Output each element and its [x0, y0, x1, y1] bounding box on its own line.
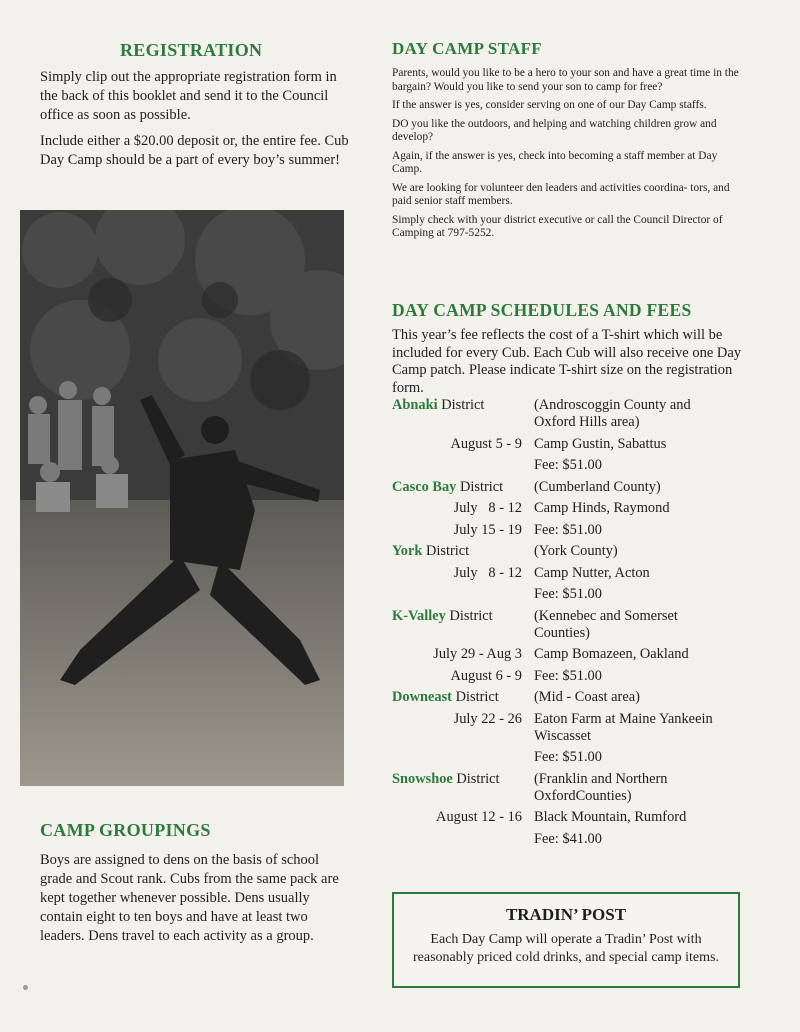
schedule-info: Fee: $51.00	[534, 667, 602, 684]
day-camp-staff-text	[392, 67, 747, 246]
district-row	[392, 479, 732, 496]
district-name: Downeast	[392, 689, 452, 705]
schedule-date	[392, 457, 534, 474]
district-name: Snowshoe	[392, 770, 453, 787]
district-area: (Cumberland County)	[534, 478, 661, 495]
schedule-date: August 5 - 9	[450, 435, 522, 452]
schedule-date: July 22 - 26	[453, 710, 522, 727]
camp-groupings-paragraph: Boys are assigned to dens on the basis of school grade and Scout rank. Cubs from the same pack are kept together whenever possible. Dens usually contain eight to ten boys and have at least two leaders. Dens travel to each activity as a group.	[40, 852, 339, 944]
district-label: District	[459, 478, 504, 495]
schedule-row	[392, 831, 732, 848]
district-row	[392, 397, 732, 431]
schedule-info: Fee: $51.00	[534, 457, 602, 473]
staff-paragraph: We are looking for volunteer den leaders and activities coordina- tors, and paid senior staff members.	[392, 181, 730, 207]
district-label: District	[441, 397, 485, 413]
schedule-row	[392, 646, 732, 663]
schedule-info: Fee: $51.00	[534, 586, 602, 602]
schedules-intro: This year’s fee reflects the cost of a T-shirt which will be included for every Cub. Each Cub will also receive one Day Camp patch. Please indicate T-shirt size on the registration form.	[392, 327, 742, 396]
registration-paragraph: Include either a $20.00 deposit or, the entire fee. Cub Day Camp should be a part of every boy’s summer!	[40, 133, 349, 168]
schedules-heading: DAY CAMP SCHEDULES AND FEES	[392, 300, 692, 320]
schedule-date	[392, 749, 534, 766]
district-area: (Kennebec and Somerset Counties)	[534, 607, 678, 641]
camp-groupings-heading: CAMP GROUPINGS	[40, 820, 211, 840]
schedule-row	[392, 565, 732, 582]
district-row	[392, 543, 732, 560]
schedule-date: July 8 - 12	[453, 564, 522, 581]
schedule-row	[392, 436, 732, 453]
schedule-row	[392, 500, 732, 517]
camp-photo	[20, 210, 344, 786]
district-area: (York County)	[534, 543, 618, 559]
district-area: (Mid - Coast area)	[534, 689, 640, 705]
district-row	[392, 771, 732, 805]
schedule-row	[392, 749, 732, 766]
schedule-info: Fee: $51.00	[534, 749, 602, 765]
tradin-post-text: Each Day Camp will operate a Tradin’ Post with reasonably priced cold drinks, and special camp items.	[413, 932, 719, 965]
day-camp-staff-heading: DAY CAMP STAFF	[392, 39, 542, 58]
schedule-row	[392, 522, 732, 539]
schedule-row	[392, 809, 732, 826]
page-speck	[23, 985, 28, 990]
schedule-date: July 8 - 12	[453, 500, 522, 516]
district-name: K-Valley	[392, 607, 446, 624]
tradin-post-box	[392, 892, 740, 988]
schedule-info: Camp Nutter, Acton	[534, 564, 650, 581]
schedule-info: Fee: $51.00	[534, 521, 602, 538]
schedule-row	[392, 457, 732, 474]
district-label: District	[426, 543, 470, 559]
district-name: Casco Bay	[392, 478, 457, 495]
district-area: (Androscoggin County and Oxford Hills area)	[534, 397, 691, 430]
schedule-info: Fee: $41.00	[534, 830, 602, 847]
schedule-info: Black Mountain, Rumford	[534, 809, 687, 825]
schedule-info: Camp Bomazeen, Oakland	[534, 646, 689, 662]
schedule-date: August 12 - 16	[436, 809, 522, 825]
schedule-date: August 6 - 9	[450, 667, 522, 684]
schedule-row	[392, 711, 732, 745]
schedule-row	[392, 668, 732, 685]
schedule-date: July 15 - 19	[453, 521, 522, 538]
schedule-row	[392, 586, 732, 603]
staff-paragraph: Again, if the answer is yes, check into becoming a staff member at Day Camp.	[392, 149, 718, 175]
staff-paragraph: Simply check with your district executive or call the Council Director of Camping at 797-5252.	[392, 213, 723, 239]
registration-paragraph: Simply clip out the appropriate registration form in the back of this booklet and send it to the Council office as soon as possible.	[40, 69, 337, 123]
staff-paragraph: If the answer is yes, consider serving on one of our Day Camp staffs.	[392, 99, 707, 111]
schedule-table	[392, 397, 732, 852]
schedule-date	[392, 831, 534, 848]
schedule-info: Camp Gustin, Sabattus	[534, 435, 667, 452]
staff-paragraph: Parents, would you like to be a hero to your son and have a great time in the bargain? Would you like to send your son to camp for free?	[392, 67, 739, 93]
district-label: District	[455, 689, 499, 705]
schedule-info: Eaton Farm at Maine Yankeein Wiscasset	[534, 710, 713, 744]
district-name: Abnaki	[392, 397, 438, 413]
schedule-date: July 29 - Aug 3	[433, 646, 522, 662]
schedule-info: Camp Hinds, Raymond	[534, 500, 670, 516]
staff-paragraph: DO you like the outdoors, and helping and watching children grow and develop?	[392, 117, 717, 143]
district-name: York	[392, 543, 423, 559]
district-row	[392, 689, 732, 706]
district-row	[392, 608, 732, 642]
district-label: District	[449, 607, 493, 624]
registration-text	[40, 68, 350, 177]
district-area: (Franklin and Northern OxfordCounties)	[534, 770, 668, 804]
schedule-date	[392, 586, 534, 603]
district-label: District	[456, 770, 500, 787]
registration-heading: REGISTRATION	[120, 40, 263, 60]
camp-groupings-text	[40, 851, 350, 953]
tradin-post-title: TRADIN’ POST	[505, 905, 627, 924]
